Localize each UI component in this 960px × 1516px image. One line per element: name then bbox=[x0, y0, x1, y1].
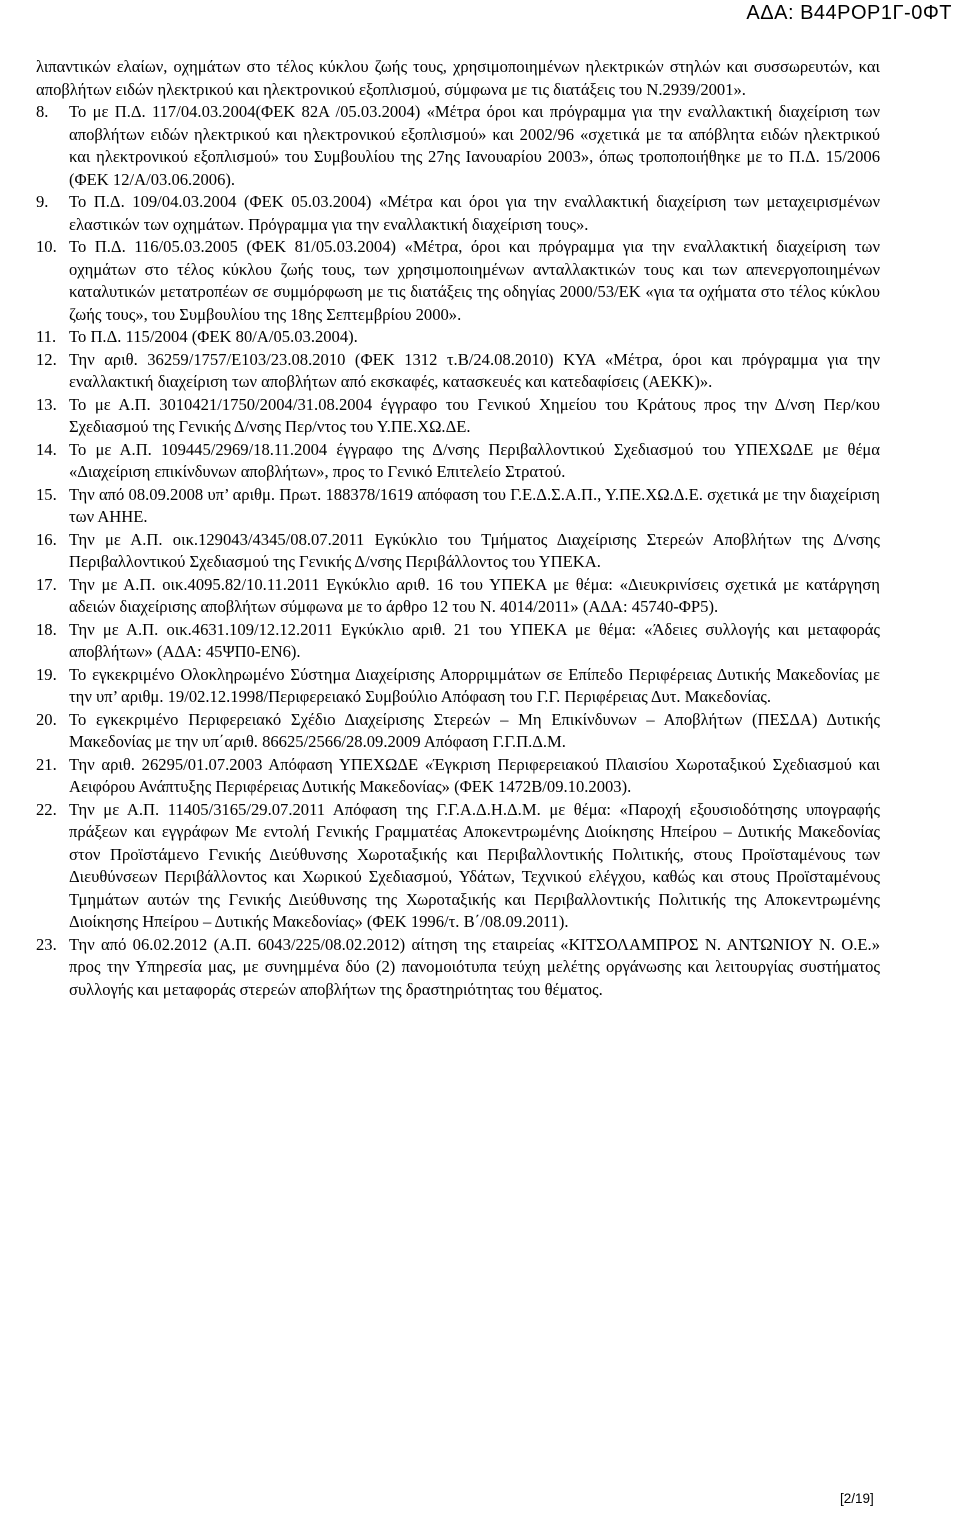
item-text: Το εγκεκριμένο Περιφερειακό Σχέδιο Διαχείρισης Στερεών – Μη Επικίνδυνων – Αποβλήτων (ΠΕΣΔΑ) Δυτικής Μακεδονίας με την υπ΄αριθ. 86625/2566/28.09.2009 Απόφαση Γ.Γ.Π.Δ.Μ. bbox=[69, 709, 880, 751]
item-number: 13. bbox=[36, 394, 57, 414]
list-item bbox=[36, 439, 880, 484]
item-number: 21. bbox=[36, 754, 57, 774]
page-number: [2/19] bbox=[840, 1491, 874, 1506]
list-item bbox=[36, 529, 880, 574]
list-item bbox=[36, 349, 880, 394]
item-text: Την με Α.Π. οικ.4631.109/12.12.2011 Εγκύκλιο αριθ. 21 του ΥΠΕΚΑ με θέμα: «Άδειες συλλογής και μεταφοράς αποβλήτων» (ΑΔΑ: 45ΨΠ0-ΕΝ6). bbox=[69, 619, 880, 661]
list-item bbox=[36, 574, 880, 619]
item-number: 12. bbox=[36, 349, 57, 369]
item-text: Το με Α.Π. 3010421/1750/2004/31.08.2004 έγγραφο του Γενικού Χημείου του Κράτους προς την Δ/νση Περ/κου Σχεδιασμού της Γενικής Δ/νσης Περ/ντος του Υ.ΠΕ.ΧΩ.ΔΕ. bbox=[69, 394, 880, 436]
item-text: Το με Π.Δ. 117/04.03.2004(ΦΕΚ 82Α /05.03.2004) «Μέτρα όροι και πρόγραμμα για την εναλλακτική διαχείριση των αποβλήτων ειδών ηλεκτρικού και ηλεκτρονικού εξοπλισμού» και 2002/96 «σχετικά με τα απόβλητα ειδών ηλεκτρικού και ηλεκτρονικού εξοπλισμού» του Συμβουλίου της 27ης Ιανουαρίου 2003», όπως τροποποιήθηκε με το Π.Δ. 15/2006 (ΦΕΚ 12/Α/03.06.2006). bbox=[69, 102, 880, 189]
item-number: 8. bbox=[36, 102, 49, 121]
list-item bbox=[36, 394, 880, 439]
list-item bbox=[36, 934, 880, 1002]
item-text: Την από 08.09.2008 υπ’ αριθμ. Πρωτ. 188378/1619 απόφαση του Γ.Ε.Δ.Σ.Α.Π., Υ.ΠΕ.ΧΩ.Δ.Ε. σχετικά με την διαχείριση των ΑΗΗΕ. bbox=[69, 484, 880, 526]
item-number: 18. bbox=[36, 619, 57, 639]
item-text: Την με Α.Π. 11405/3165/29.07.2011 Απόφαση της Γ.Γ.Α.Δ.Η.Δ.Μ. με θέμα: «Παροχή εξουσιοδότησης υπογραφής πράξεων και εγγράφων Με εντολή Γενικής Γραμματέας Αποκεντρωμένης Διοίκησης Ηπείρου – Δυτικής Μακεδονίας στον Προϊστάμενο Γενικής Διεύθυνσης Χωροταξικής και Περιβαλλοντικής Πολιτικής, στους Προϊσταμένους των Διευθύνσεων Περιβάλλοντος και Χωρικού Σχεδιασμού, Υδάτων, Τεχνικού ελέγχου, καθώς και στους Προϊσταμένους Τμημάτων αυτών της Γενικής Διεύθυνσης της Χωροταξικής και Περιβαλλοντικής Πολιτικής της Αποκεντρωμένης Διοίκησης Ηπείρου – Δυτικής Μακεδονίας» (ΦΕΚ 1996/τ. Β΄/08.09.2011). bbox=[69, 799, 880, 931]
list-item bbox=[36, 709, 880, 754]
list-item bbox=[36, 191, 880, 236]
item-text: Το Π.Δ. 109/04.03.2004 (ΦΕΚ 05.03.2004) «Μέτρα και όροι για την εναλλακτική διαχείριση των μεταχειρισμένων ελαστικών των οχημάτων. Πρόγραμμα για την εναλλακτική διαχείριση τους». bbox=[69, 192, 880, 234]
item-number: 17. bbox=[36, 574, 57, 594]
item-number: 14. bbox=[36, 439, 57, 459]
intro-paragraph: λιπαντικών ελαίων, οχημάτων στο τέλος κύκλου ζωής τους, χρησιμοποιημένων ηλεκτρικών στηλών και συσσωρευτών, και αποβλήτων ειδών ηλεκτρικού και ηλεκτρονικού εξοπλισμού, σύμφωνα με τις διατάξεις του Ν.2939/2001». bbox=[36, 57, 880, 99]
document-body bbox=[36, 56, 880, 1001]
item-text: Το με Α.Π. 109445/2969/18.11.2004 έγγραφο της Δ/νσης Περιβαλλοντικού Σχεδιασμού του ΥΠΕΧΩΔΕ με θέμα «Διαχείριση επικίνδυνων αποβλήτων», προς το Γενικό Επιτελείο Στρατού. bbox=[69, 439, 880, 481]
list-item bbox=[36, 101, 880, 191]
item-number: 10. bbox=[36, 237, 57, 256]
list-item bbox=[36, 326, 880, 349]
item-number: 11. bbox=[36, 327, 57, 346]
item-number: 20. bbox=[36, 709, 57, 729]
item-number: 19. bbox=[36, 664, 57, 684]
list-item bbox=[36, 484, 880, 529]
list-item bbox=[36, 236, 880, 326]
item-text: Το Π.Δ. 116/05.03.2005 (ΦΕΚ 81/05.03.2004) «Μέτρα, όροι και πρόγραμμα για την εναλλακτική διαχείριση των οχημάτων στο τέλος κύκλου ζωής τους, των χρησιμοποιημένων ανταλλακτικών τους και των απενεργοποιημένων καταλυτικών μετατροπέων σε συμμόρφωση με τις διατάξεις της οδηγίας 2000/53/ΕΚ «για τα οχήματα στο τέλος κύκλου ζωής τους», του Συμβουλίου της 18ης Σεπτεμβρίου 2000». bbox=[69, 237, 880, 324]
item-number: 15. bbox=[36, 484, 57, 504]
item-text: Την αριθ. 26295/01.07.2003 Απόφαση ΥΠΕΧΩΔΕ «Έγκριση Περιφερειακού Πλαισίου Χωροταξικού Σχεδιασμού και Αειφόρου Ανάπτυξης Περιφέρειας Δυτικής Μακεδονίας» (ΦΕΚ 1472Β/09.10.2003). bbox=[69, 754, 880, 796]
item-text: Την από 06.02.2012 (Α.Π. 6043/225/08.02.2012) αίτηση της εταιρείας «ΚΙΤΣΟΛΑΜΠΡΟΣ Ν. ΑΝΤΩΝΙΟΥ Ν. Ο.Ε.» προς την Υπηρεσία μας, με συνημμένα δύο (2) πανομοιότυπα τεύχη μελέτης οργάνωσης και λειτουργίας συστήματος συλλογής και μεταφοράς στερεών αποβλήτων της δραστηριότητας του θέματος. bbox=[69, 934, 880, 999]
list-item bbox=[36, 799, 880, 934]
item-number: 23. bbox=[36, 934, 57, 954]
list-item bbox=[36, 619, 880, 664]
item-number: 16. bbox=[36, 529, 57, 549]
list-item bbox=[36, 754, 880, 799]
item-text: Την με Α.Π. οικ.129043/4345/08.07.2011 Εγκύκλιο του Τμήματος Διαχείρισης Στερεών Αποβλήτων της Δ/νσης Περιβαλλοντικού Σχεδιασμού της Γενικής Δ/νσης Περιβάλλοντος του ΥΠΕΚΑ. bbox=[69, 529, 880, 571]
item-text: Το εγκεκριμένο Ολοκληρωμένο Σύστημα Διαχείρισης Απορριμμάτων σε Επίπεδο Περιφέρειας Δυτικής Μακεδονίας με την υπ’ αριθμ. 19/02.12.1998/Περιφερειακό Συμβούλιο Απόφαση του Γ.Γ. Περιφέρειας Δυτ. Μακεδονίας. bbox=[69, 664, 880, 706]
item-number: 22. bbox=[36, 799, 57, 819]
item-text: Την με Α.Π. οικ.4095.82/10.11.2011 Εγκύκλιο αριθ. 16 του ΥΠΕΚΑ με θέμα: «Διευκρινίσεις σχετικά με κατάργηση αδειών διαχείρισης αποβλήτων σύμφωνα με το άρθρο 12 του Ν. 4014/2011» (ΑΔΑ: 45740-ΦΡ5). bbox=[69, 574, 880, 616]
list-item bbox=[36, 664, 880, 709]
legal-references-list bbox=[36, 101, 880, 1001]
item-text: Την αριθ. 36259/1757/Ε103/23.08.2010 (ΦΕΚ 1312 τ.Β/24.08.2010) ΚΥΑ «Μέτρα, όροι και πρόγραμμα για την εναλλακτική διαχείριση των αποβλήτων από εκσκαφές, κατασκευές και κατεδαφίσεις (ΑΕΚΚ)». bbox=[69, 349, 880, 391]
item-text: Το Π.Δ. 115/2004 (ΦΕΚ 80/Α/05.03.2004). bbox=[69, 327, 358, 346]
ada-code: ΑΔΑ: Β44ΡΟΡ1Γ-0ΦΤ bbox=[746, 2, 952, 24]
item-number: 9. bbox=[36, 192, 49, 211]
